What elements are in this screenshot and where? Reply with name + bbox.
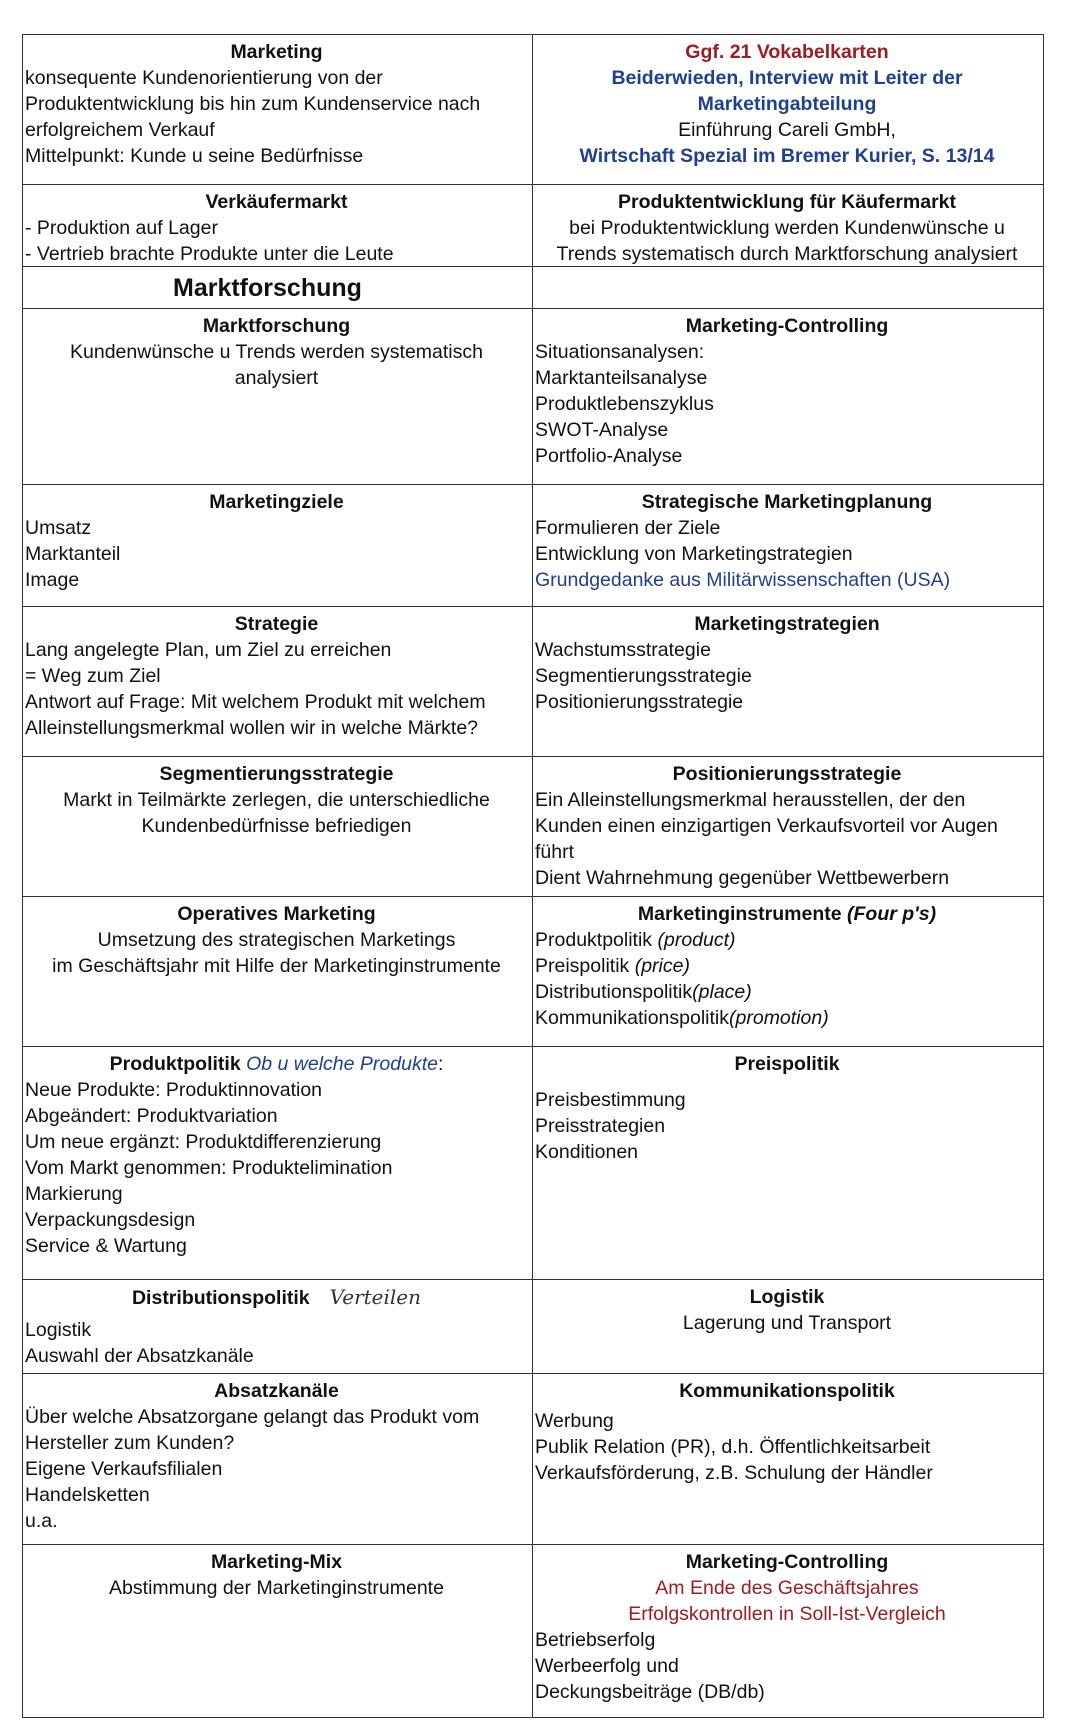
instrument-item: Produktpolitik (product) <box>535 929 736 951</box>
card-segmentierungsstrategie <box>23 757 533 896</box>
card-line: Service & Wartung <box>25 1235 187 1257</box>
vocabulary-table <box>22 34 1044 1718</box>
card-line: Dient Wahrnehmung gegenüber Wettbewerbern <box>535 867 950 889</box>
card-line: Positionierungsstrategie <box>535 691 744 713</box>
card-title: Positionierungsstrategie <box>672 763 902 785</box>
card-operatives-marketing <box>23 897 533 1046</box>
card-title: Marketingstrategien <box>694 613 880 635</box>
card-marketing <box>23 35 533 184</box>
card-line: Portfolio-Analyse <box>535 445 683 467</box>
source-magazine: Wirtschaft Spezial im Bremer Kurier, S. 13/14 <box>579 145 995 167</box>
instrument-item: Preispolitik (price) <box>535 955 690 977</box>
card-line: Vom Markt genommen: Produktelimination <box>25 1157 393 1179</box>
source-interview: Beiderwieden, Interview mit Leiter der <box>611 67 963 89</box>
card-line: Trends systematisch durch Marktforschung analysiert <box>556 243 1018 265</box>
card-line: Publik Relation (PR), d.h. Öffentlichkeitsarbeit <box>535 1436 931 1458</box>
card-line: Marktanteilsanalyse <box>535 367 708 389</box>
card-line: Produktentwicklung bis hin zum Kundenservice nach <box>25 93 481 115</box>
card-line: erfolgreichem Verkauf <box>25 119 215 141</box>
instrument-item: Kommunikationspolitik(promotion) <box>535 1007 829 1029</box>
card-line: Preisbestimmung <box>535 1089 686 1111</box>
card-line: Abstimmung der Marketinginstrumente <box>109 1577 444 1599</box>
empty-cell <box>533 267 1043 308</box>
card-title-italic: (Four p's) <box>847 903 937 925</box>
card-title: Marktforschung <box>202 315 351 337</box>
card-line: Eigene Verkaufsfilialen <box>25 1458 223 1480</box>
card-note: Grundgedanke aus Militärwissenschaften (USA) <box>535 569 951 591</box>
card-line: Kundenwünsche u Trends werden systematisch <box>70 341 483 363</box>
card-line: Mittelpunkt: Kunde u seine Bedürfnisse <box>25 145 364 167</box>
card-line: Antwort auf Frage: Mit welchem Produkt mit welchem <box>25 691 486 713</box>
table-row <box>23 1046 1043 1279</box>
card-title: Verkäufermarkt <box>205 191 348 213</box>
card-line: im Geschäftsjahr mit Hilfe der Marketinginstrumente <box>52 955 501 977</box>
card-note: Erfolgskontrollen in Soll-Ist-Vergleich <box>628 1603 946 1625</box>
card-line: Preisstrategien <box>535 1115 666 1137</box>
table-row <box>23 1544 1043 1717</box>
card-line: konsequente Kundenorientierung von der <box>25 67 383 89</box>
card-line: - Produktion auf Lager <box>25 217 218 239</box>
card-logistik <box>533 1280 1043 1373</box>
table-row <box>23 1279 1043 1373</box>
card-preispolitik <box>533 1047 1043 1279</box>
card-marktforschung <box>23 309 533 484</box>
card-line: Segmentierungsstrategie <box>535 665 752 687</box>
card-title: Strategische Marketingplanung <box>641 491 933 513</box>
source-company: Einführung Careli GmbH, <box>678 119 896 141</box>
card-absatzkanaele <box>23 1374 533 1544</box>
card-kommunikationspolitik <box>533 1374 1043 1544</box>
card-marketingstrategien <box>533 607 1043 756</box>
card-line: Wachstumsstrategie <box>535 639 711 661</box>
card-strategische-marketingplanung <box>533 485 1043 606</box>
card-line: Werbeerfolg und <box>535 1655 679 1677</box>
card-marketing-mix <box>23 1545 533 1717</box>
card-line: u.a. <box>25 1510 58 1532</box>
card-line: Markierung <box>25 1183 123 1205</box>
card-line: = Weg zum Ziel <box>25 665 161 687</box>
card-positionierungsstrategie <box>533 757 1043 896</box>
card-line: Verkaufsförderung, z.B. Schulung der Händler <box>535 1462 933 1484</box>
card-line: Umsetzung des strategischen Marketings <box>97 929 456 951</box>
card-title-main: Marketinginstrumente <box>637 903 842 925</box>
handwritten-note: Verteilen <box>329 1285 422 1309</box>
card-title: Kommunikationspolitik <box>679 1380 895 1402</box>
card-title: Marketing <box>230 41 323 63</box>
card-line: Werbung <box>535 1410 614 1432</box>
card-source-info <box>533 35 1043 184</box>
table-row <box>23 308 1043 484</box>
card-line: Formulieren der Ziele <box>535 517 721 539</box>
section-heading: Marktforschung <box>23 267 533 308</box>
card-title: Distributionspolitik Verteilen <box>131 1285 422 1309</box>
card-line: Konditionen <box>535 1141 639 1163</box>
table-row <box>23 606 1043 756</box>
card-line: Image <box>25 569 80 591</box>
card-line: Neue Produkte: Produktinnovation <box>25 1079 323 1101</box>
card-line: Logistik <box>25 1319 92 1341</box>
table-row <box>23 266 1043 308</box>
card-line: Auswahl der Absatzkanäle <box>25 1345 254 1367</box>
card-line: bei Produktentwicklung werden Kundenwünsche u <box>569 217 1005 239</box>
card-title: Produktentwicklung für Käufermarkt <box>617 191 957 213</box>
card-line: Um neue ergänzt: Produktdifferenzierung <box>25 1131 382 1153</box>
card-title-note: Ob u welche Produkte <box>246 1053 438 1075</box>
card-line: Kundenbedürfnisse befriedigen <box>141 815 412 837</box>
card-distributionspolitik <box>23 1280 533 1373</box>
card-marketing-controlling-2 <box>533 1545 1043 1717</box>
table-row <box>23 896 1043 1046</box>
card-marketing-controlling <box>533 309 1043 484</box>
card-title: Segmentierungsstrategie <box>159 763 394 785</box>
card-line: Handelsketten <box>25 1484 150 1506</box>
card-title: Preispolitik <box>734 1053 840 1075</box>
instrument-item: Distributionspolitik(place) <box>535 981 752 1003</box>
card-marketingziele <box>23 485 533 606</box>
card-title: Marketingziele <box>209 491 344 513</box>
card-title: Logistik <box>749 1286 825 1308</box>
card-line: Markt in Teilmärkte zerlegen, die unterschiedliche <box>63 789 490 811</box>
card-line: Hersteller zum Kunden? <box>25 1432 235 1454</box>
card-title: Produktpolitik Ob u welche Produkte: <box>109 1053 444 1075</box>
table-row <box>23 756 1043 896</box>
card-line: Situationsanalysen: <box>535 341 705 363</box>
card-line: Produktlebenszyklus <box>535 393 714 415</box>
card-note: Am Ende des Geschäftsjahres <box>655 1577 919 1599</box>
card-title: Marketing-Controlling <box>685 1551 889 1573</box>
source-department: Marketingabteilung <box>697 93 877 115</box>
card-line: Abgeändert: Produktvariation <box>25 1105 278 1127</box>
card-line: - Vertrieb brachte Produkte unter die Leute <box>25 243 394 265</box>
table-row <box>23 1373 1043 1544</box>
card-title: Strategie <box>234 613 319 635</box>
card-line: führt <box>535 841 575 863</box>
table-row <box>23 35 1043 184</box>
card-title <box>535 901 1039 927</box>
table-row <box>23 484 1043 606</box>
card-line: Kunden einen einzigartigen Verkaufsvorteil vor Augen <box>535 815 998 837</box>
card-verkaeufermarkt <box>23 185 533 266</box>
card-line: Verpackungsdesign <box>25 1209 196 1231</box>
card-title: Absatzkanäle <box>214 1380 339 1402</box>
card-line: Alleinstellungsmerkmal wollen wir in welche Märkte? <box>25 717 479 739</box>
card-line: Entwicklung von Marketingstrategien <box>535 543 853 565</box>
card-line: Umsatz <box>25 517 92 539</box>
card-produktpolitik <box>23 1047 533 1279</box>
source-note: Ggf. 21 Vokabelkarten <box>685 41 889 63</box>
card-title: Operatives Marketing <box>177 903 376 925</box>
card-strategie <box>23 607 533 756</box>
card-line: Ein Alleinstellungsmerkmal herausstellen, der den <box>535 789 966 811</box>
card-line: Betriebserfolg <box>535 1629 656 1651</box>
card-line: Über welche Absatzorgane gelangt das Produkt vom <box>25 1406 480 1428</box>
card-line: Marktanteil <box>25 543 121 565</box>
card-marketinginstrumente <box>533 897 1043 1046</box>
card-produktentwicklung <box>533 185 1043 266</box>
table-row <box>23 184 1043 266</box>
card-line: analysiert <box>234 367 319 389</box>
card-line: SWOT-Analyse <box>535 419 669 441</box>
card-line: Lang angelegte Plan, um Ziel zu erreichen <box>25 639 392 661</box>
card-line: Lagerung und Transport <box>682 1312 892 1334</box>
card-title: Marketing-Controlling <box>685 315 889 337</box>
card-title: Marketing-Mix <box>210 1551 343 1573</box>
card-line: Deckungsbeiträge (DB/db) <box>535 1681 765 1703</box>
